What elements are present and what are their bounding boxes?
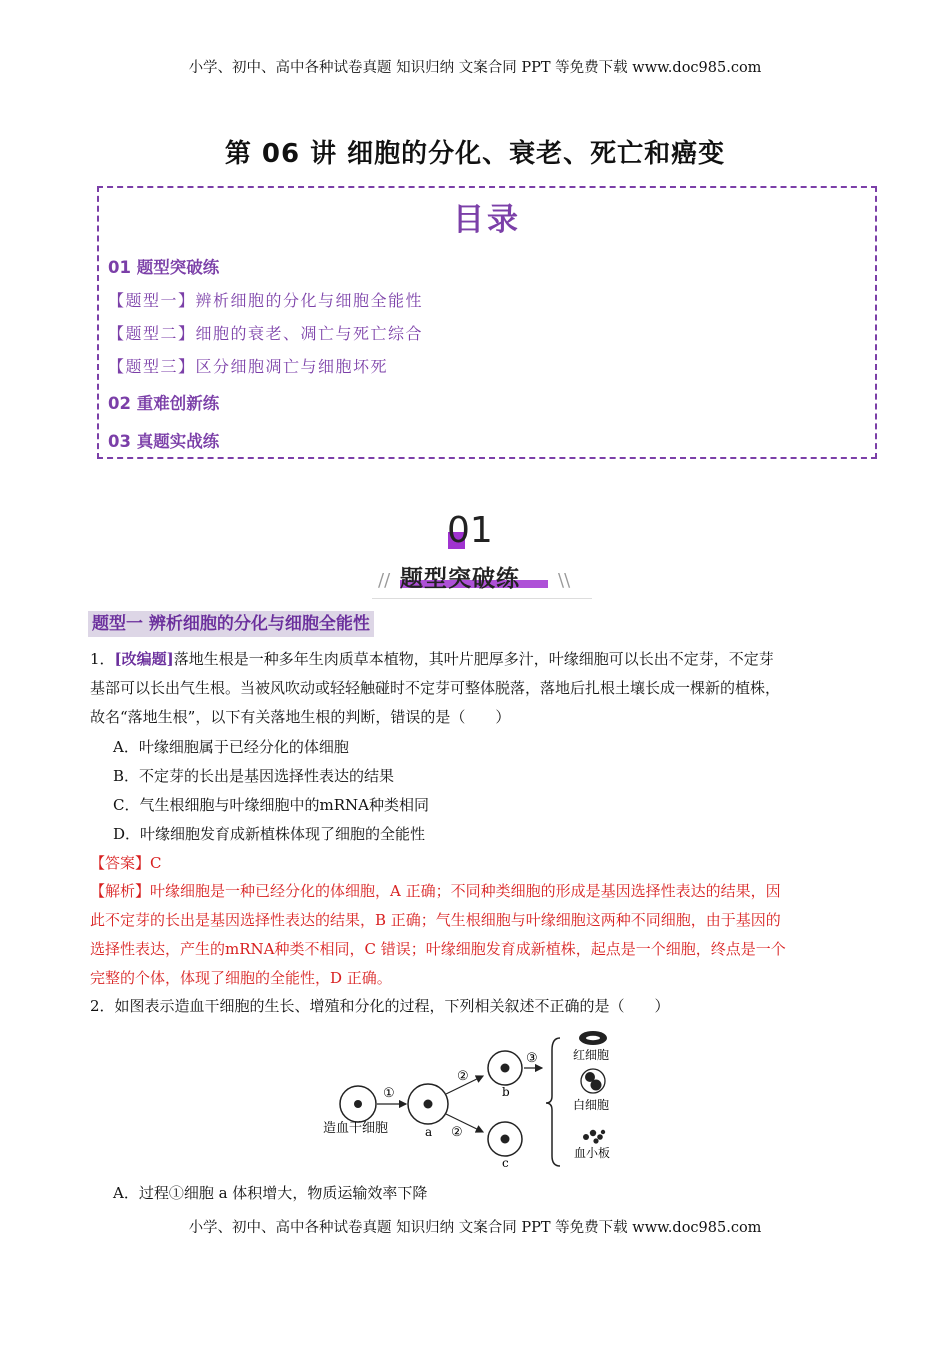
toc-section-1[interactable]: 01 题型突破练 xyxy=(108,258,220,277)
stem-cell xyxy=(340,1086,376,1122)
question-1-line-1 xyxy=(90,645,870,674)
rbc-label: 红细胞 xyxy=(573,1048,610,1062)
question-number: 1． xyxy=(90,650,115,668)
analysis-label: 【解析】 xyxy=(90,882,151,900)
analysis-line-3: 选择性表达，产生的mRNA种类不相同，C 错误；叶缘细胞发育成新植株，起点是一个细胞，终点是一个 xyxy=(90,940,786,958)
option-a: A．叶缘细胞属于已经分化的体细胞 xyxy=(113,738,349,756)
step-1-label: ① xyxy=(383,1086,395,1101)
document-title: 第 06 讲 细胞的分化、衰老、死亡和癌变 xyxy=(224,139,726,169)
step-2-lower-label: ② xyxy=(451,1125,463,1140)
question-1-line-3: 故名“落地生根”，以下有关落地生根的判断，错误的是（ ） xyxy=(90,708,511,726)
option-d: D．叶缘细胞发育成新植株体现了细胞的全能性 xyxy=(113,825,426,843)
stem-cell-label: 造血干细胞 xyxy=(323,1121,389,1136)
cell-c xyxy=(488,1122,522,1156)
wbc-nucleus-lower xyxy=(591,1080,602,1091)
emblem-left-mark: // xyxy=(378,570,391,591)
cell-b xyxy=(488,1051,522,1085)
analysis-line-4: 完整的个体，体现了细胞的全能性，D 正确。 xyxy=(90,969,392,987)
site-footer: 小学、初中、高中各种试卷真题 知识归纳 文案合同 PPT 等免费下载 www.doc985.com xyxy=(188,1220,762,1236)
section-emblem xyxy=(372,510,592,602)
platelet-icon xyxy=(583,1130,605,1144)
toc-section-2[interactable]: 02 重难创新练 xyxy=(108,394,220,413)
step-3-label: ③ xyxy=(526,1051,538,1066)
emblem-title: 题型突破练 xyxy=(400,566,520,592)
toc-section-3[interactable]: 03 真题实战练 xyxy=(108,432,220,451)
question-tag: [改编题] xyxy=(114,650,174,668)
analysis-line-2: 此不定芽的长出是基因选择性表达的结果，B 正确；气生根细胞与叶缘细胞这两种不同细胞，由于基因的 xyxy=(90,911,781,929)
analysis xyxy=(90,877,870,993)
analysis-text: 叶缘细胞是一种已经分化的体细胞，A 正确；不同种类细胞的形成是基因选择性表达的结果，因 xyxy=(150,882,781,900)
site-header: 小学、初中、高中各种试卷真题 知识归纳 文案合同 PPT 等免费下载 www.doc985.com xyxy=(188,60,762,76)
toc-item-type-2[interactable]: 【题型二】细胞的衰老、凋亡与死亡综合 xyxy=(108,324,424,343)
cell-c-label: c xyxy=(502,1156,509,1170)
question-1-stem xyxy=(90,645,870,732)
step-2-upper-label: ② xyxy=(457,1069,469,1084)
toc-item-type-1[interactable]: 【题型一】辨析细胞的分化与细胞全能性 xyxy=(108,291,424,310)
emblem-number: 01 xyxy=(447,510,493,551)
answer-value: C xyxy=(150,854,162,872)
platelet-label: 血小板 xyxy=(574,1146,611,1160)
question-2-option-a: A．过程①细胞 a 体积增大，物质运输效率下降 xyxy=(113,1184,428,1202)
cell-a-label: a xyxy=(425,1125,433,1139)
brace xyxy=(546,1038,560,1166)
hematopoiesis-diagram xyxy=(320,1028,630,1173)
analysis-line-1 xyxy=(90,877,870,906)
type-heading: 题型一 辨析细胞的分化与细胞全能性 xyxy=(88,611,374,637)
toc-heading: 目录 xyxy=(453,202,521,238)
question-2-stem: 2．如图表示造血干细胞的生长、增殖和分化的过程，下列相关叙述不正确的是（ ） xyxy=(90,997,670,1015)
option-b: B．不定芽的长出是基因选择性表达的结果 xyxy=(113,767,395,785)
answer-label: 【答案】 xyxy=(90,854,151,872)
toc-item-type-3[interactable]: 【题型三】区分细胞凋亡与细胞坏死 xyxy=(108,357,389,376)
option-c: C．气生根细胞与叶缘细胞中的mRNA种类相同 xyxy=(113,796,429,814)
cell-b-label: b xyxy=(502,1085,510,1099)
emblem-right-mark: \\ xyxy=(558,570,571,591)
cell-a xyxy=(408,1084,448,1124)
question-1-line-2: 基部可以长出气生根。当被风吹动或轻轻触碰时不定芽可整体脱落，落地后扎根土壤长成一棵新的植株， xyxy=(90,679,781,697)
answer-line xyxy=(90,849,870,878)
wbc-label: 白细胞 xyxy=(573,1098,610,1112)
red-blood-cell-center xyxy=(586,1036,600,1040)
emblem-divider xyxy=(372,598,592,599)
question-1-text: 落地生根是一种多年生肉质草本植物，其叶片肥厚多汁，叶缘细胞可以长出不定芽，不定芽 xyxy=(173,650,774,668)
table-of-contents xyxy=(97,186,877,459)
